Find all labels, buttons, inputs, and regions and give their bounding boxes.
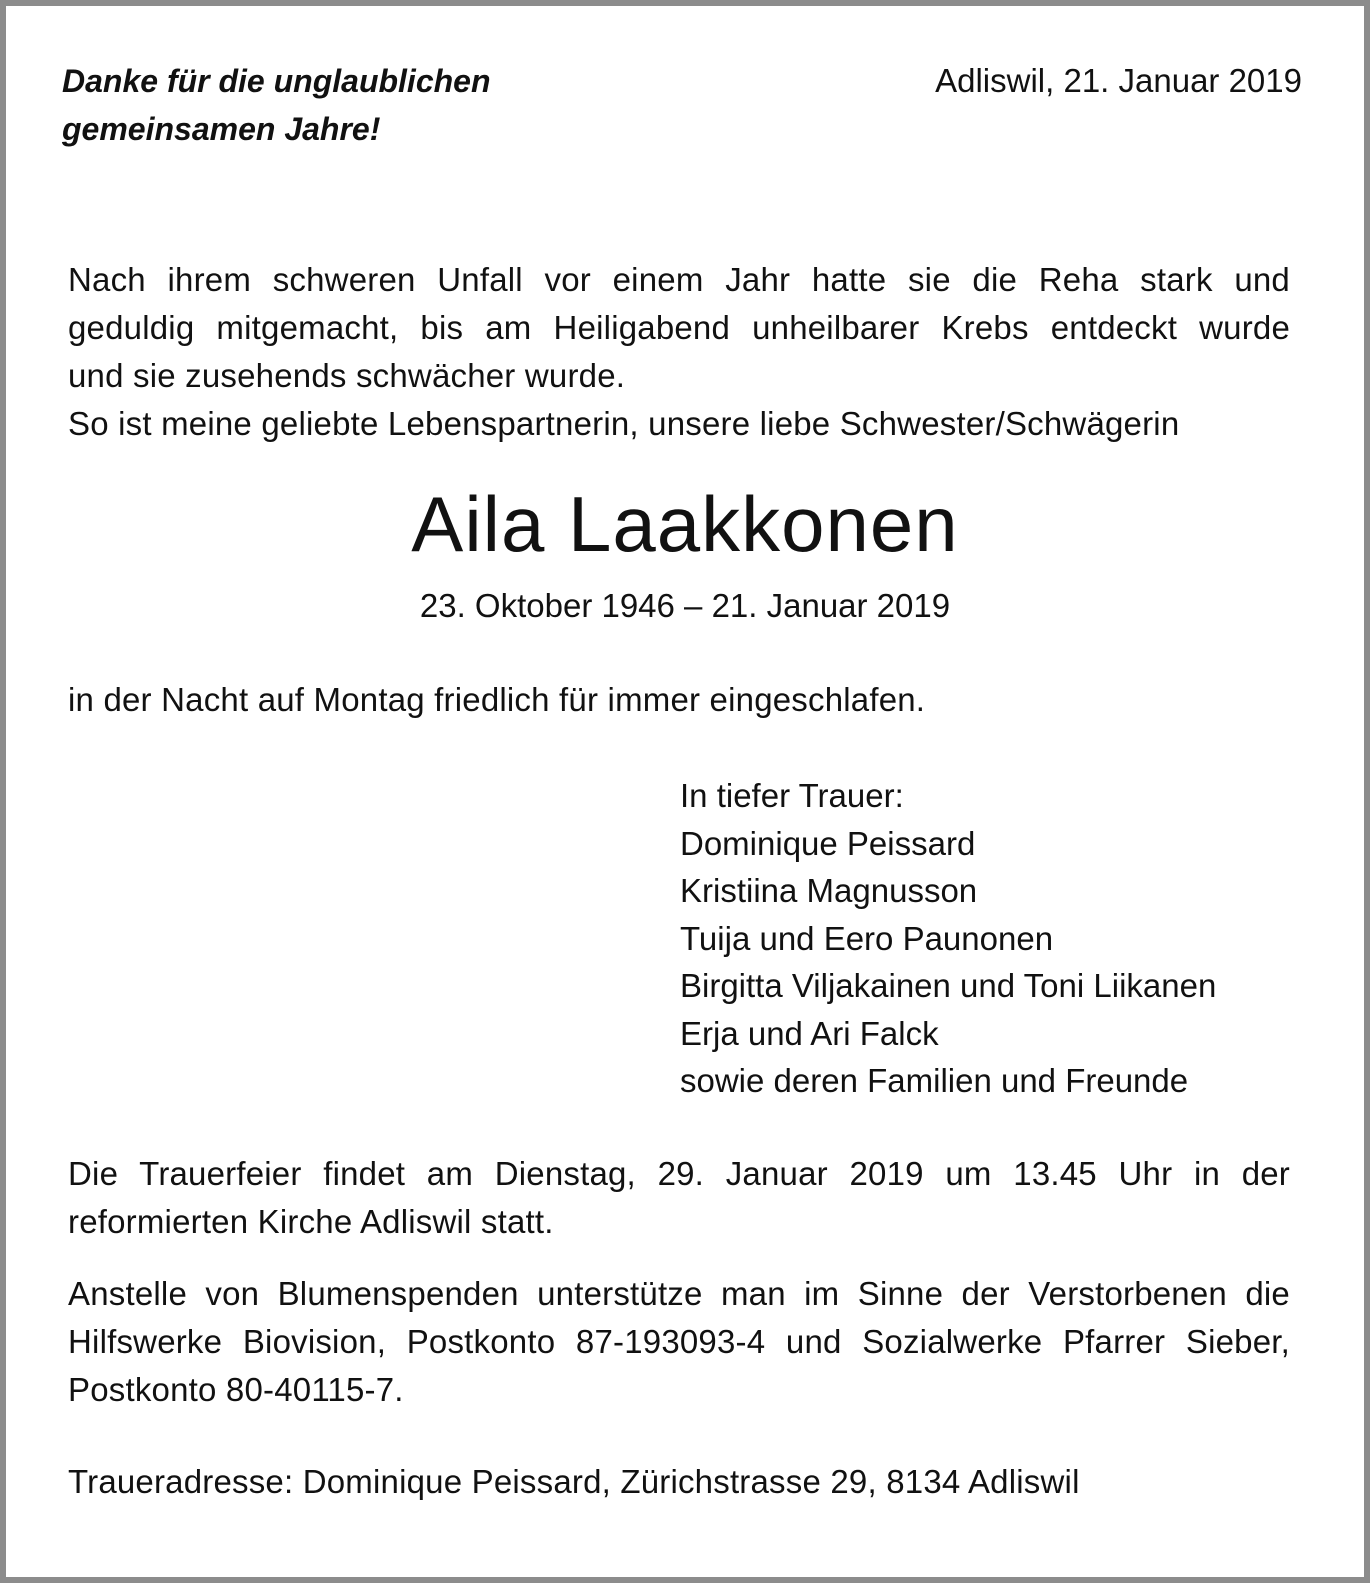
motto-line-1: Danke für die unglaublichen — [62, 63, 491, 99]
mourner-4: Birgitta Viljakainen und Toni Liikanen — [680, 967, 1217, 1004]
mourner-5: Erja und Ari Falck — [680, 1014, 939, 1052]
deceased-name: Aila Laakkonen — [411, 480, 959, 568]
ceremony-line-1: Die Trauerfeier findet am Dienstag, 29. Januar 2019 um 13.45 Uhr in der — [68, 1155, 1290, 1192]
mourner-6: sowie deren Familien und Freunde — [680, 1062, 1189, 1099]
intro-line-2: geduldig mitgemacht, bis am Heiligabend unheilbarer Krebs entdeckt wurde — [68, 309, 1290, 346]
motto — [62, 57, 491, 153]
mourners-list — [680, 772, 1216, 1105]
donations-line-2: Hilfswerke Biovision, Postkonto 87-193093-4 und Sozialwerke Pfarrer Sieber, — [68, 1323, 1290, 1360]
mourner-2: Kristiina Magnusson — [680, 872, 978, 909]
mourning-address: Traueradresse: Dominique Peissard, Zürichstrasse 29, 8134 Adliswil — [68, 1463, 1080, 1500]
donations-line-1: Anstelle von Blumenspenden unterstütze man im Sinne der Verstorbenen die — [68, 1275, 1290, 1312]
mourner-1: Dominique Peissard — [680, 824, 976, 862]
intro-line-4: So ist meine geliebte Lebenspartnerin, unsere liebe Schwester/Schwägerin — [68, 405, 1180, 442]
intro-line-1: Nach ihrem schweren Unfall vor einem Jahr hatte sie die Reha stark und — [68, 261, 1290, 298]
mourners-heading: In tiefer Trauer: — [680, 777, 904, 814]
ceremony-line-2: reformierten Kirche Adliswil statt. — [68, 1203, 554, 1240]
place-date: Adliswil, 21. Januar 2019 — [935, 62, 1302, 99]
mourner-3: Tuija und Eero Paunonen — [680, 919, 1054, 957]
life-dates: 23. Oktober 1946 – 21. Januar 2019 — [419, 587, 951, 624]
donations-line-3: Postkonto 80-40115-7. — [68, 1371, 404, 1408]
motto-line-2: gemeinsamen Jahre! — [62, 111, 381, 147]
intro-line-3: und sie zusehends schwächer wurde. — [68, 357, 626, 394]
passing-text: in der Nacht auf Montag friedlich für immer eingeschlafen. — [68, 681, 926, 718]
